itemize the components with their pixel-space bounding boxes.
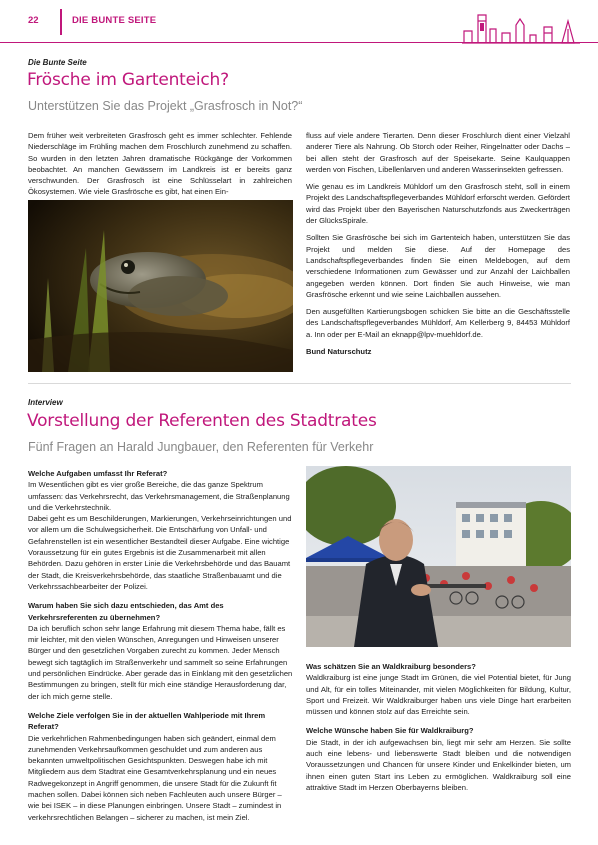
interview-answer: Waldkraiburg ist eine junge Stadt im Grünen, die viel Potential bietet, für Jung und Alt, für ein tolles Miteinander, mit vielen Möglichkeiten für Bildung, Kultur, Sport und Freizeit. Wir Waldkraiburger haben uns viele Dinge hart erarbeiten müssen und können stolz auf das Erreichte sein. — [306, 673, 571, 717]
interview-question: Welche Wünsche haben Sie für Waldkraiburg? — [306, 726, 474, 736]
article-separator — [28, 383, 571, 384]
article1-right-column — [306, 130, 570, 363]
page-number: 22 — [28, 15, 39, 26]
header-rule — [0, 42, 598, 43]
interview-answer: Die verkehrlichen Rahmenbedingungen haben sich geändert, einmal dem zunehmenden Verkehrsaufkommen geschuldet und zum anderen aus bekannten umweltpolitischen Gesichtspunkten. Deswegen habe ich mit Mitgliedern aus dem Stadtrat eine Gesamtverkehrsplanung und ein neues Radwegekonzept in Angriff genommen, die unsere Stadt für die Zukunft fit machen sollen. Dabei können sich neben Fachleuten auch unsere Bürger – wie bei ISEK – in diese Planungen einbringen. Unsere Stadt – zumindest in verkehrsrechtlichen Belangen – sicherer zu machen, ist mein Ziel. — [28, 733, 282, 822]
article2-title: Vorstellung der Referenten des Stadtrates — [27, 411, 377, 431]
article1-subtitle: Unterstützen Sie das Projekt „Grasfrosch in Not?“ — [28, 99, 303, 113]
town-skyline-icon — [462, 9, 580, 45]
frog-image — [28, 200, 293, 372]
interview-question: Warum haben Sie sich dazu entschieden, das Amt des Verkehrsreferenten zu übernehmen? — [28, 601, 224, 622]
article1-left-column — [28, 130, 292, 204]
article2-left-column — [28, 468, 293, 829]
article1-paragraph: Wie genau es im Landkreis Mühldorf um den Grasfrosch steht, soll in einem Projekt des Landschaftspflegeverbandes Mühldorf erforscht werden. Gefördert wird das Projekt über den Bayerischen Naturschutzfonds aus Zweckerträgen der GlücksSpirale. — [306, 182, 570, 226]
article2-right-column — [306, 661, 571, 799]
interview-question: Welche Ziele verfolgen Sie in der aktuellen Wahlperiode mit Ihrem Referat? — [28, 710, 266, 732]
interviewee-photo — [306, 466, 571, 647]
article1-paragraph: fluss auf viele andere Tierarten. Denn dieser Froschlurch dient einer Vielzahl anderer Tiere als Nahrung. Ob Storch oder Reiher, Ringelnatter oder Dachs – bei allen steht der Grasfrosch auf der Speisekarte. Seine Kaulquappen werden von Fischen, Libellenlarven und anderen Wasserinsekten gefressen. — [306, 131, 570, 174]
interview-answer: Da ich beruflich schon sehr lange Erfahrung mit diesem Thema habe, fällt es mir leichter, mit den vielen Wünschen, Anregungen und Hinweisen unserer Bürger und den gesetzlichen Vorgaben zurecht zu kommen. Jeder Mensch bewegt sich tagtäglich im Straßenverkehr und sammelt so seine Erfahrungen und persönlichen Eindrücke. Aber gerade das in Einklang mit den gesetzlichen Bestimmungen zu bringen, stellt für mich eine ständige Herausforderung dar, der ich mich gerne stelle. — [28, 623, 293, 701]
interview-answer: Die Stadt, in der ich aufgewachsen bin, liegt mir sehr am Herzen. Sie sollte auch eine lebens- und liebenswerte Stadt bleiben und die notwendigen Voraussetzungen und Chancen für unsere Kinder und Enkelkinder bieten, um ihnen einen guten Start ins Leben zu ermöglichen. Waldkraiburg soll eine attraktive Stadt im Herzen Oberbayerns bleiben. — [306, 737, 571, 792]
article1-kicker: Die Bunte Seite — [28, 58, 87, 67]
interview-answer: Dabei geht es um Beschilderungen, Markierungen, Verkehrseinrichtungen und vor allem um die Schulwegsicherheit. Die Entschärfung von Unfall- und Gefahrenstellen ist ein wesentlicher Bestandteil dieser Aufgabe. Eine wichtige Voraussetzung für ein gutes Ergebnis ist die Zusammenarbeit mit allen Behörden. Dazu gehören in erster Linie die Verkehrsbehörde und das Bauamt der Stadt, die Kreisverkehrsbehörde, das staatliche Straßenbauamt und die Verkehrssachbearbeiter der Polizei. — [28, 514, 292, 591]
article1-paragraph: Den ausgefüllten Kartierungsbogen schicken Sie bitte an die Geschäftsstelle des Landschaftspflegeverbandes Mühldorf, Am Kellerberg 9, 84453 Mühldorf a. Inn oder per E-Mail an eknapp@lpv-muehldorf.de. — [306, 307, 570, 339]
article2-kicker: Interview — [28, 398, 63, 407]
page-header — [0, 9, 598, 35]
interview-question: Welche Aufgaben umfasst Ihr Referat? — [28, 469, 168, 478]
article1-title: Frösche im Gartenteich? — [27, 70, 229, 90]
article1-paragraph: Sollten Sie Grasfrösche bei sich im Gartenteich haben, unterstützen Sie das Projekt und melden Sie diese. Auf der Homepage des Landschaftspflegeverbandes finden Sie einen Meldebogen, auf dem verschiedene Informationen zum Gewässer und zur Anzahl der Laichballen angegeben werden können. Dort finden Sie auch Hinweise, wie man Grasfrösche erkennt und wie seine Laichballen aussehen. — [306, 233, 570, 299]
frog-photo — [28, 200, 293, 372]
town-square-image — [306, 466, 571, 647]
section-title: DIE BUNTE SEITE — [72, 15, 157, 26]
article2-subtitle: Fünf Fragen an Harald Jungbauer, den Referenten für Verkehr — [28, 440, 374, 454]
interview-answer: Im Wesentlichen gibt es vier große Bereiche, die das ganze Spektrum umfassen: das Verkehrsrecht, das Verkehrsmanagement, die Straßenplanung und die Verkehrstechnik. — [28, 480, 290, 512]
interview-question: Was schätzen Sie an Waldkraiburg besonders? — [306, 662, 476, 671]
article1-intro-paragraph: Dem früher weit verbreiteten Grasfrosch geht es immer schlechter. Fehlende Niederschläge im Frühling machen dem Froschlurch zunehmend zu schaffen. So wurden in den letzten Jahren dramatische Rückgänge der Vorkommen beobachtet. An manchen Gewässern im Landkreis ist er bereits ganz verschwunden. Der Grasfrosch ist eine Schlüsselart in zahlreichen Ökosystemen. Wie viele Grasfrösche es gibt, hat einen Ein- — [28, 131, 292, 197]
header-divider — [60, 9, 62, 35]
article1-signature: Bund Naturschutz — [306, 347, 372, 357]
